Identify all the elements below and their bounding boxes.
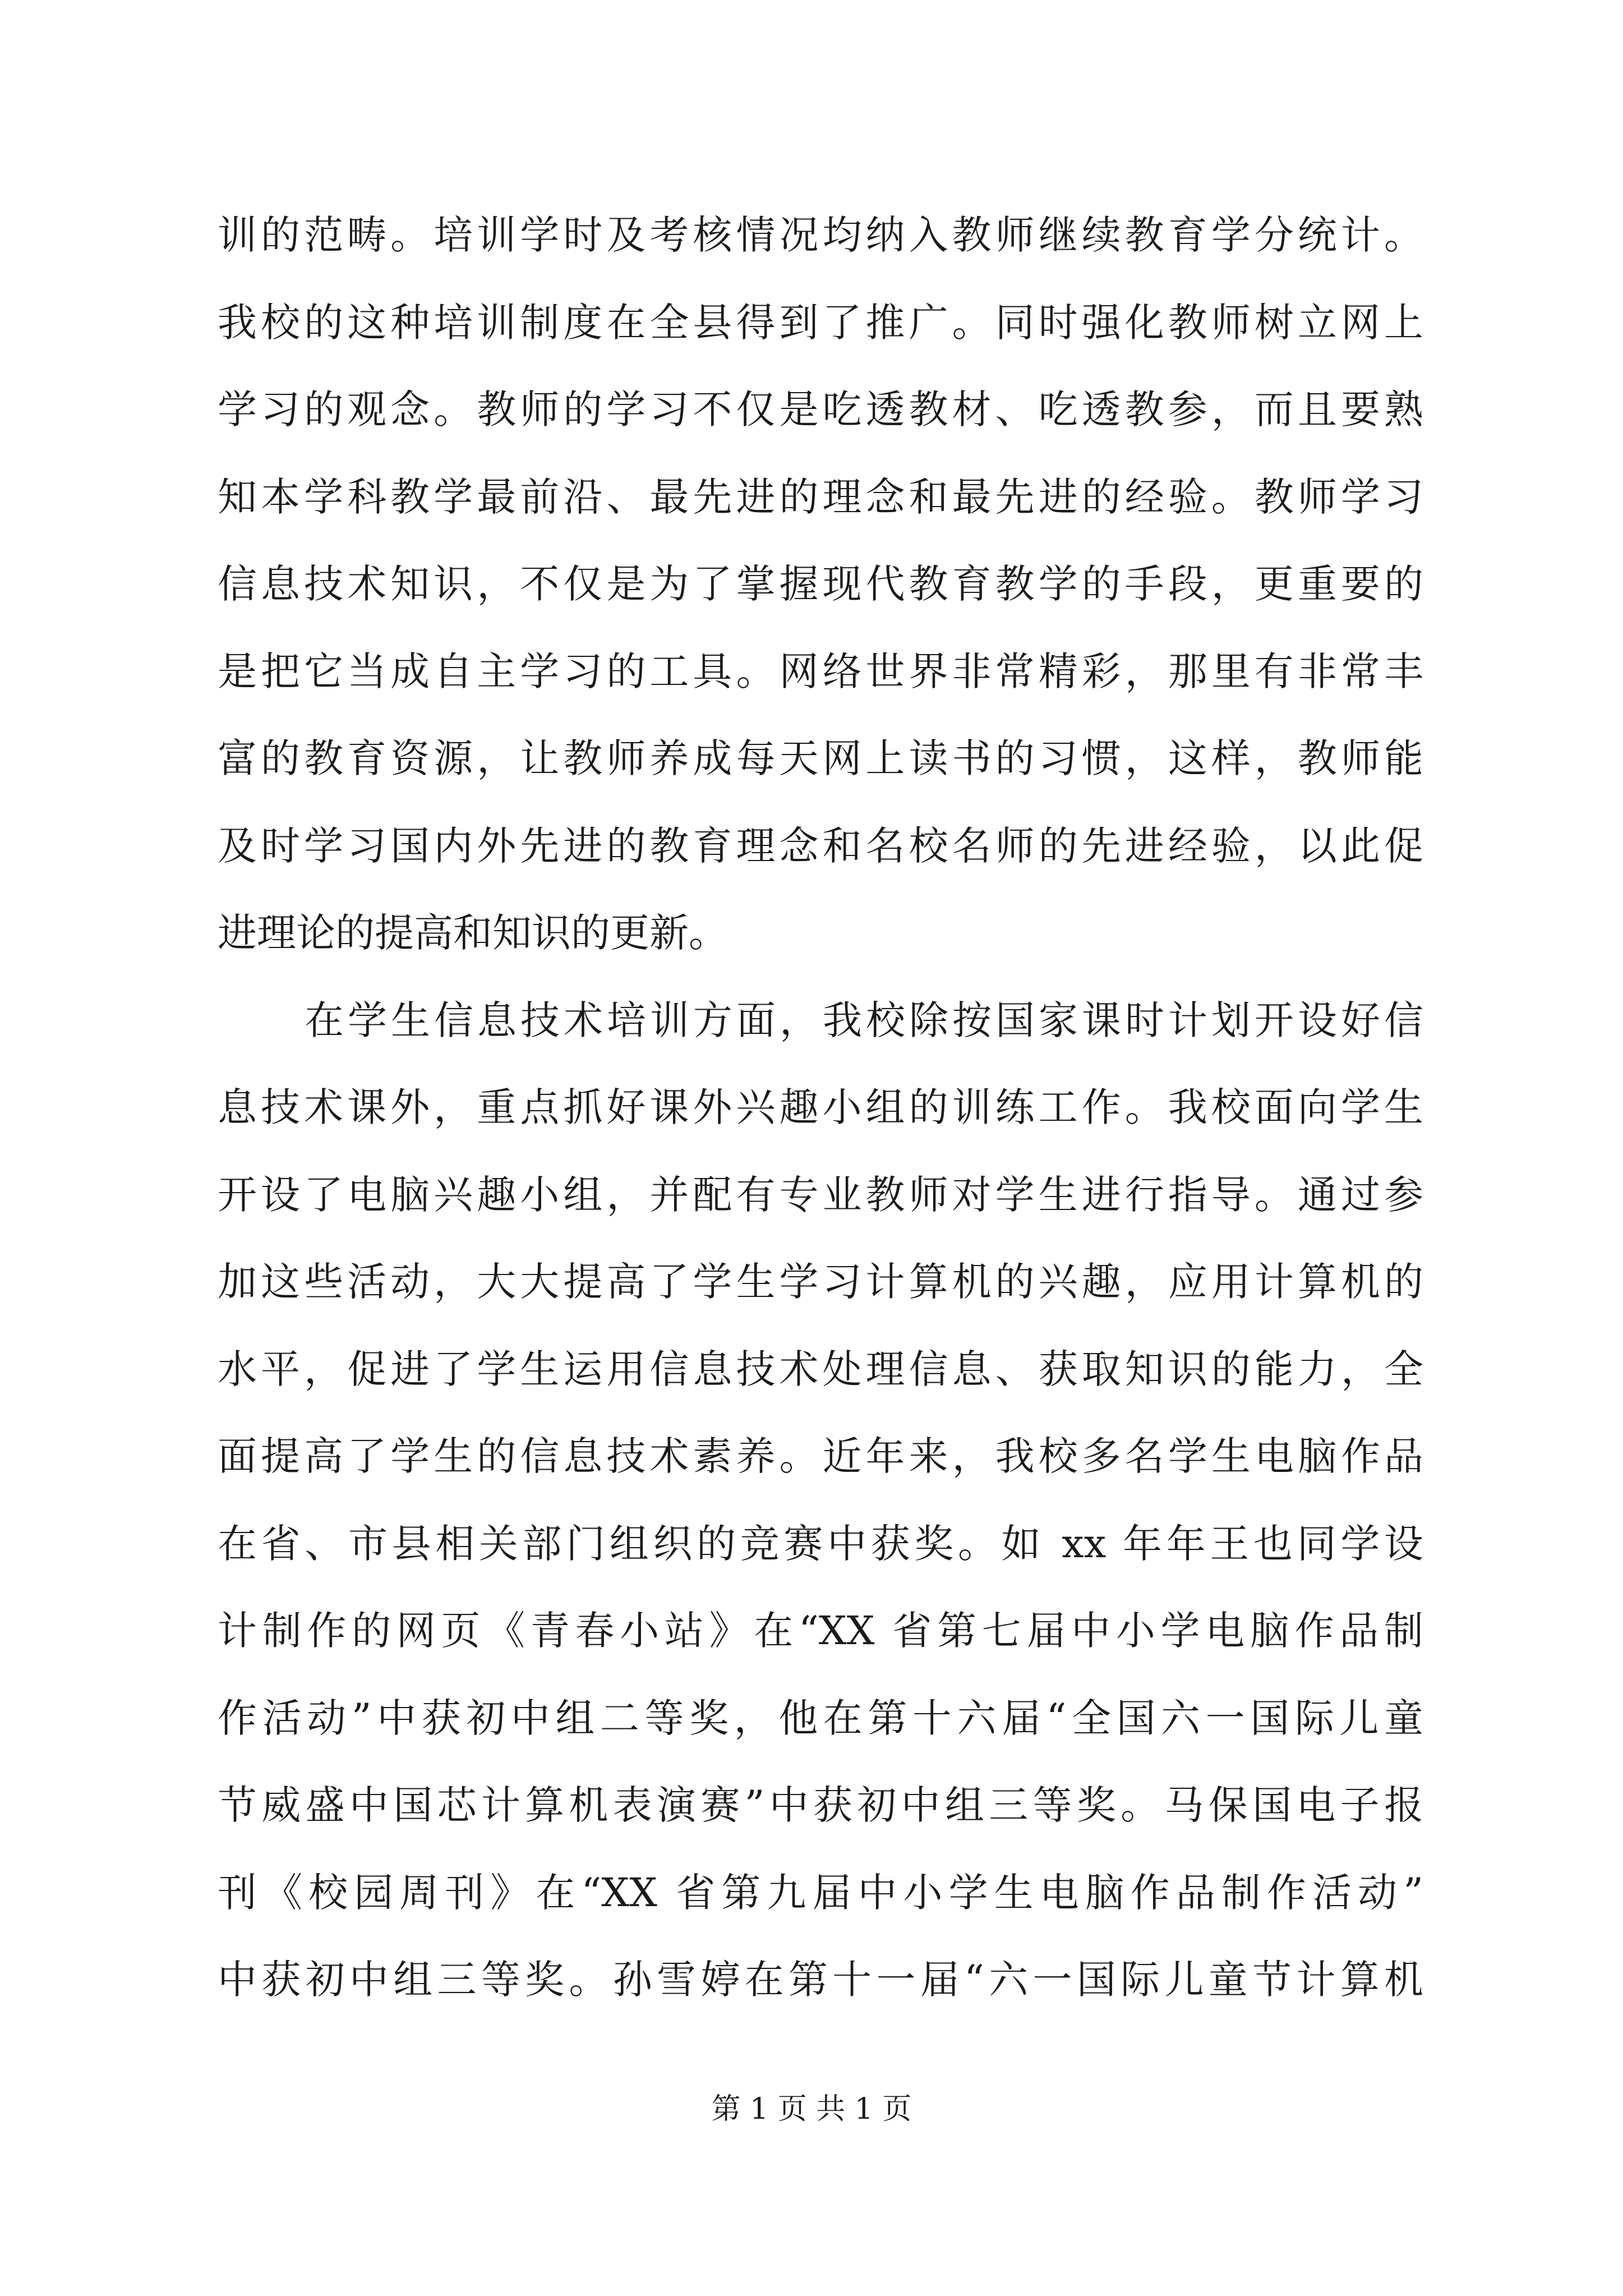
text-line: 进理论的提高和知识的更新。 xyxy=(218,910,728,956)
text-line: 及时学习国内外先进的教育理念和名校名师的先进经验，以此促 xyxy=(218,822,1423,869)
text-line: 信息技术知识，不仅是为了掌握现代教育教学的手段，更重要的 xyxy=(218,561,1423,607)
text-line: 作活动”中获初中组二等奖，他在第十六届“全国六一国际儿童 xyxy=(218,1695,1423,1741)
page-number-footer: 第 1 页 共 1 页 xyxy=(711,2092,912,2126)
text-line: 刊《校园周刊》在“XX 省第九届中小学生电脑作品制作活动” xyxy=(218,1869,1423,1916)
text-line: 是把它当成自主学习的工具。网络世界非常精彩，那里有非常丰 xyxy=(218,648,1423,694)
text-line: 知本学科教学最前沿、最先进的理念和最先进的经验。教师学习 xyxy=(218,473,1423,520)
text-line: 息技术课外，重点抓好课外兴趣小组的训练工作。我校面向学生 xyxy=(218,1084,1423,1130)
text-line: 我校的这种培训制度在全县得到了推广。同时强化教师树立网上 xyxy=(218,299,1423,346)
text-line: 面提高了学生的信息技术素养。近年来，我校多名学生电脑作品 xyxy=(218,1433,1423,1479)
text-line: 富的教育资源，让教师养成每天网上读书的习惯，这样，教师能 xyxy=(218,735,1423,781)
paragraph-first-line: 在学生信息技术培训方面，我校除按国家课时计划开设好信 xyxy=(305,997,1423,1043)
text-line: 中获初中组三等奖。孙雪婷在第十一届“六一国际儿童节计算机 xyxy=(218,1957,1423,2003)
body-text xyxy=(218,192,1423,2024)
text-line: 加这些活动，大大提高了学生学习计算机的兴趣，应用计算机的 xyxy=(218,1259,1423,1305)
text-line: 水平，促进了学生运用信息技术处理信息、获取知识的能力，全 xyxy=(218,1346,1423,1392)
text-line: 训的范畴。培训学时及考核情况均纳入教师继续教育学分统计。 xyxy=(218,212,1423,258)
text-line: 开设了电脑兴趣小组，并配有专业教师对学生进行指导。通过参 xyxy=(218,1171,1423,1218)
text-line: 在省、市县相关部门组织的竞赛中获奖。如 xx 年年王也同学设 xyxy=(218,1520,1423,1567)
text-line: 节威盛中国芯计算机表演赛”中获初中组三等奖。马保国电子报 xyxy=(218,1782,1423,1828)
text-line: 学习的观念。教师的学习不仅是吃透教材、吃透教参，而且要熟 xyxy=(218,386,1423,432)
text-line: 计制作的网页《青春小站》在“XX 省第七届中小学电脑作品制 xyxy=(218,1608,1423,1654)
